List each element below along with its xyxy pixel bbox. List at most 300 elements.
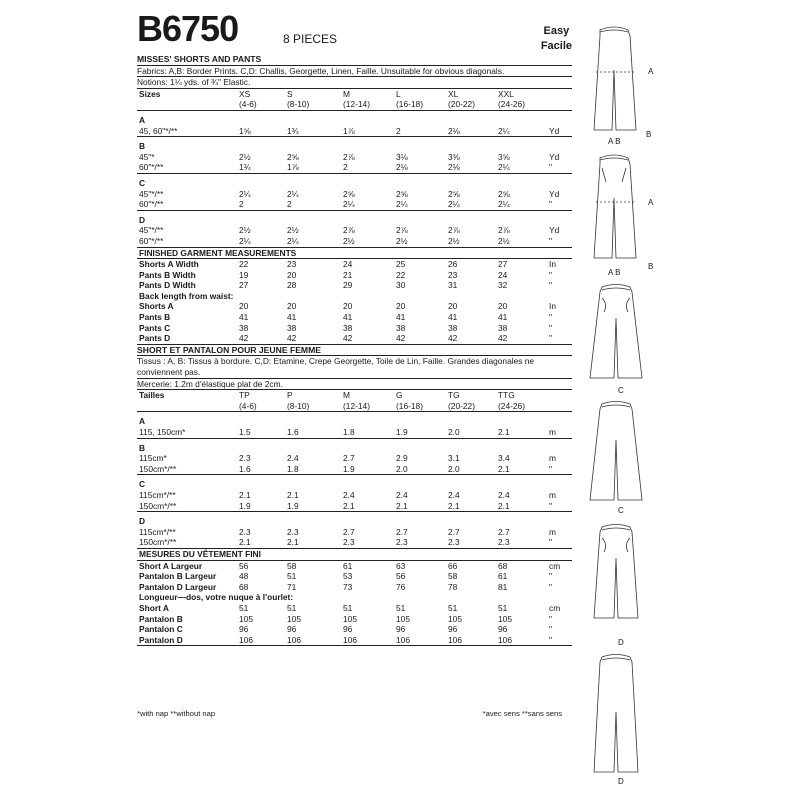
yardage-value: 2.1 xyxy=(287,489,299,500)
fabric-width: 150cm*/** xyxy=(139,500,177,511)
unit: cm xyxy=(549,602,561,613)
measure-value: 26 xyxy=(448,259,458,270)
yardage-value: 2¼ xyxy=(448,199,460,210)
view-letter: A xyxy=(139,114,146,125)
table-row xyxy=(137,99,572,111)
yardage-value: 1.9 xyxy=(396,427,408,437)
unit: Yd xyxy=(549,188,560,199)
table-row xyxy=(137,280,572,291)
back-length-label: Back length from waist: xyxy=(139,290,234,301)
yardage-value: 3⅜ xyxy=(448,151,460,162)
table-row xyxy=(137,479,572,490)
measure-label: Shorts A xyxy=(139,301,174,312)
yardage-value: 2⅛ xyxy=(448,162,460,173)
yardage-value: 2¼ xyxy=(239,235,251,246)
measure-value: 96 xyxy=(343,624,353,635)
measure-value: 51 xyxy=(239,602,249,613)
measure-value: 20 xyxy=(239,301,249,312)
table-row xyxy=(137,189,572,200)
measure-value: 41 xyxy=(239,312,249,323)
size-header: L xyxy=(396,88,401,99)
size-range: (8-10) xyxy=(287,99,310,110)
measure-value: 81 xyxy=(498,581,508,592)
fig-label-d2: D xyxy=(618,777,624,786)
measure-value: 19 xyxy=(239,269,249,280)
yardage-value: 2¼ xyxy=(498,199,510,210)
table-row xyxy=(137,561,572,572)
measure-value: 20 xyxy=(448,301,458,312)
size-header: XS xyxy=(239,88,251,99)
table-row xyxy=(137,614,572,625)
measure-label: Pantalon B xyxy=(139,613,183,624)
measure-value: 23 xyxy=(448,269,458,280)
measure-value: 41 xyxy=(343,312,353,323)
yardage-value: 1.8 xyxy=(343,427,355,437)
measure-value: 20 xyxy=(396,301,406,312)
measure-value: 51 xyxy=(448,602,458,613)
table-row xyxy=(137,236,572,248)
yardage-value: 2.7 xyxy=(343,526,355,537)
yardage-value: 2.1 xyxy=(239,537,251,548)
measure-value: 105 xyxy=(396,613,410,624)
size-range: (12-14) xyxy=(343,400,370,411)
measure-value: 41 xyxy=(396,312,406,323)
fabric-width: 115cm*/** xyxy=(139,489,176,500)
yardage-value: 1.6 xyxy=(287,427,299,437)
size-header: S xyxy=(287,88,293,99)
yardage-value: 1¾ xyxy=(239,162,251,173)
measure-value: 105 xyxy=(287,613,301,624)
fabric-width: 115cm* xyxy=(139,453,167,464)
fabric-width: 45, 60"*/** xyxy=(139,125,178,136)
measure-value: 30 xyxy=(396,280,406,291)
size-range: (16-18) xyxy=(396,400,423,411)
size-header: M xyxy=(343,88,350,99)
measure-value: 56 xyxy=(396,571,406,582)
measure-value: 61 xyxy=(343,560,353,571)
yardage-value: 1.6 xyxy=(239,463,251,474)
table-row xyxy=(137,453,572,464)
measure-value: 38 xyxy=(396,322,406,333)
measure-value: 56 xyxy=(239,560,249,571)
yardage-value: 2⅞ xyxy=(343,151,355,162)
table-row xyxy=(137,259,572,270)
measure-value: 105 xyxy=(239,613,253,624)
measure-value: 42 xyxy=(498,333,508,344)
yardage-value: 1.9 xyxy=(239,500,251,511)
table-row xyxy=(137,537,572,549)
measure-value: 42 xyxy=(343,333,353,344)
measure-value: 51 xyxy=(498,602,508,613)
pattern-number: B6750 xyxy=(137,8,239,49)
yardage-value: 2⅞ xyxy=(396,225,408,236)
table-row xyxy=(137,215,572,226)
measure-value: 68 xyxy=(239,581,249,592)
measure-value: 21 xyxy=(343,269,353,280)
yardage-value: 2 xyxy=(287,199,292,210)
fig-label-d1: D xyxy=(618,638,624,647)
yardage-value: 2¼ xyxy=(343,199,355,210)
yardage-value: 2.9 xyxy=(396,453,408,464)
measure-label: Short A xyxy=(139,602,169,613)
fabrics-text: Fabrics: A,B: Border Prints. C,D: Challis, Georgette, Linen, Faille. Unsuitable for obvious diagonals. xyxy=(137,66,572,78)
fig-label-a2: A xyxy=(648,198,654,207)
measure-value: 58 xyxy=(448,571,458,582)
yardage-value: 2½ xyxy=(343,235,355,246)
yardage-value: 3.1 xyxy=(448,453,460,464)
difficulty xyxy=(541,24,572,54)
yardage-value: 2.1 xyxy=(498,463,510,474)
footnote-fr: *avec sens **sans sens xyxy=(482,709,562,718)
measure-value: 20 xyxy=(498,301,508,312)
yardage-value: 2⅝ xyxy=(448,188,460,199)
yardage-value: 2⅛ xyxy=(396,162,408,173)
measure-value: 63 xyxy=(396,560,406,571)
yardage-value: 2¼ xyxy=(239,188,251,199)
pants-sketch-1 xyxy=(594,27,636,130)
section-title: MISSES' SHORTS AND PANTS xyxy=(137,54,572,66)
unit: " xyxy=(549,624,552,635)
measure-value: 27 xyxy=(498,259,508,270)
measure-label: Pantalon C xyxy=(139,624,183,635)
unit: m xyxy=(549,453,556,464)
difficulty-en: Easy xyxy=(543,25,570,37)
yardage-value: 2.4 xyxy=(343,489,355,500)
yardage-value: 2.7 xyxy=(343,453,355,464)
measure-label: Pantalon D Largeur xyxy=(139,581,217,592)
size-range: (16-18) xyxy=(396,99,423,110)
yardage-value: 2⅞ xyxy=(448,225,460,236)
table-row xyxy=(137,443,572,454)
unit: m xyxy=(549,489,556,500)
measure-value: 96 xyxy=(396,624,406,635)
measure-value: 42 xyxy=(287,333,297,344)
measure-label: Pants D Width xyxy=(139,280,196,291)
fig-label-b2: B xyxy=(648,262,654,271)
fig-label-ab2: A B xyxy=(608,268,621,277)
measure-value: 61 xyxy=(498,571,508,582)
view-letter: A xyxy=(139,416,146,427)
measure-value: 24 xyxy=(498,269,508,280)
sizes-label: Sizes xyxy=(139,88,161,99)
measure-value: 73 xyxy=(343,581,353,592)
yardage-value: 1.9 xyxy=(287,500,299,511)
fig-label-b1: B xyxy=(646,130,652,139)
table-row xyxy=(137,126,572,138)
table-row xyxy=(137,225,572,236)
yardage-value: 2⅝ xyxy=(498,188,510,199)
measure-value: 58 xyxy=(287,560,297,571)
measure-value: 105 xyxy=(343,613,357,624)
fabric-width: 150cm*/** xyxy=(139,537,177,548)
table-row xyxy=(137,390,572,401)
measure-value: 31 xyxy=(448,280,458,291)
measure-value: 38 xyxy=(287,322,297,333)
table-row xyxy=(137,527,572,538)
garment-illustrations xyxy=(588,12,668,792)
measure-label: Shorts A Width xyxy=(139,259,199,270)
measure-value: 68 xyxy=(498,560,508,571)
yardage-value: 3⅝ xyxy=(498,151,510,162)
yardage-value: 2.0 xyxy=(448,427,460,437)
fig-label-c1: C xyxy=(618,386,624,395)
size-header: M xyxy=(343,390,350,401)
yardage-value: 2.1 xyxy=(343,500,355,511)
yardage-value: 2⅞ xyxy=(343,225,355,236)
unit: " xyxy=(549,333,552,344)
yardage-value: 2.3 xyxy=(498,537,510,548)
pants-sketch-3 xyxy=(590,285,642,379)
measure-value: 38 xyxy=(448,322,458,333)
unit: Yd xyxy=(549,125,560,136)
measure-label: Pantalon B Largeur xyxy=(139,571,217,582)
measure-value: 48 xyxy=(239,571,249,582)
measure-label: Short A Largeur xyxy=(139,560,203,571)
yardage-value: 2.3 xyxy=(239,453,251,464)
measure-label: Pants C xyxy=(139,322,171,333)
measure-value: 42 xyxy=(396,333,406,344)
measure-label: Pantalon D xyxy=(139,634,183,645)
yardage-value: 2.4 xyxy=(448,489,460,500)
yardage-value: 2.3 xyxy=(343,537,355,548)
yardage-value: 2.3 xyxy=(396,537,408,548)
fig-label-c2: C xyxy=(618,506,624,515)
measure-label: Pants D xyxy=(139,333,171,344)
yardage-value: 2⅝ xyxy=(343,188,355,199)
pieces-count: 8 PIECES xyxy=(283,32,338,46)
table-row xyxy=(137,603,572,614)
yardage-value: 2.4 xyxy=(498,489,510,500)
unit: m xyxy=(549,526,556,537)
notions-text: Notions: 1¼ yds. of ¾" Elastic. xyxy=(137,77,572,89)
table-row xyxy=(137,323,572,334)
size-range: (24-26) xyxy=(498,400,525,411)
measure-value: 96 xyxy=(498,624,508,635)
yardage-value: 2.1 xyxy=(498,427,510,437)
measure-value: 106 xyxy=(239,634,253,645)
yardage-value: 2.7 xyxy=(448,526,460,537)
yardage-value: 1⅞ xyxy=(287,162,299,173)
table-row xyxy=(137,464,572,476)
notions-text: Mercerie: 1.2m d'élastique plat de 2cm. xyxy=(137,379,572,391)
measure-value: 41 xyxy=(448,312,458,323)
view-letter: B xyxy=(139,442,146,453)
measure-label: Pants B xyxy=(139,312,171,323)
size-range: (20-22) xyxy=(448,99,475,110)
unit: " xyxy=(549,162,552,173)
table-row xyxy=(137,178,572,189)
table-row xyxy=(137,333,572,345)
table-row xyxy=(137,89,572,100)
measure-value: 105 xyxy=(448,613,462,624)
table-row xyxy=(137,501,572,513)
size-range: (8-10) xyxy=(287,400,310,411)
fig-label-a1: A xyxy=(648,67,654,76)
measure-value: 27 xyxy=(239,280,249,291)
yardage-value: 1.5 xyxy=(239,427,251,437)
measure-value: 51 xyxy=(287,571,297,582)
unit: " xyxy=(549,199,552,210)
measure-value: 22 xyxy=(239,259,249,270)
measure-value: 32 xyxy=(498,280,508,291)
measure-value: 96 xyxy=(448,624,458,635)
yardage-value: 2¼ xyxy=(498,162,510,173)
view-letter: D xyxy=(139,214,146,225)
size-header: P xyxy=(287,390,293,401)
table-row xyxy=(137,199,572,211)
measure-value: 38 xyxy=(343,322,353,333)
yardage-value: 2¼ xyxy=(287,188,299,199)
yardage-value: 2⅛ xyxy=(448,125,460,136)
size-header: TTG xyxy=(498,390,515,401)
unit: m xyxy=(549,427,556,437)
measure-value: 71 xyxy=(287,581,297,592)
table-row xyxy=(137,427,572,439)
unit: " xyxy=(549,634,552,645)
unit: " xyxy=(549,235,552,246)
view-letter: C xyxy=(139,479,146,490)
measure-value: 51 xyxy=(343,602,353,613)
measure-value: 20 xyxy=(343,301,353,312)
size-range: (4-6) xyxy=(239,400,257,411)
unit: " xyxy=(549,500,552,511)
measure-value: 96 xyxy=(287,624,297,635)
measure-value: 51 xyxy=(396,602,406,613)
size-range: (20-22) xyxy=(448,400,475,411)
yardage-value: 2.3 xyxy=(448,537,460,548)
table-row xyxy=(137,141,572,152)
measure-value: 20 xyxy=(287,269,297,280)
yardage-value: 2½ xyxy=(239,225,251,236)
size-header: TP xyxy=(239,390,250,401)
yardage-value: 2.0 xyxy=(448,463,460,474)
yardage-value: 2½ xyxy=(287,225,299,236)
table-row xyxy=(137,490,572,501)
yardage-value: 2¼ xyxy=(498,125,510,136)
measure-value: 41 xyxy=(287,312,297,323)
yardage-value: 2.3 xyxy=(287,526,299,537)
unit: In xyxy=(549,301,556,312)
table-row xyxy=(137,152,572,163)
yardage-value: 2⅝ xyxy=(287,151,299,162)
yardage-value: 1.9 xyxy=(343,463,355,474)
unit: Yd xyxy=(549,225,560,236)
measure-value: 23 xyxy=(287,259,297,270)
pattern-header xyxy=(137,10,577,56)
yardage-value: 2 xyxy=(343,162,348,173)
measure-value: 20 xyxy=(287,301,297,312)
pants-sketch-5 xyxy=(594,525,638,619)
yardage-value: 2.1 xyxy=(287,537,299,548)
pants-sketch-4 xyxy=(590,402,642,501)
yardage-value: 3⅛ xyxy=(396,151,408,162)
table-row xyxy=(137,571,572,582)
size-header: G xyxy=(396,390,403,401)
yardage-value: 3.4 xyxy=(498,453,510,464)
difficulty-fr: Facile xyxy=(540,40,572,52)
yardage-value: 1⅞ xyxy=(343,125,355,136)
size-header: XL xyxy=(448,88,459,99)
size-chart xyxy=(137,54,572,646)
unit: " xyxy=(549,312,552,323)
fabric-width: 45"*/** xyxy=(139,225,164,236)
yardage-value: 2.7 xyxy=(498,526,510,537)
unit: Yd xyxy=(549,151,560,162)
measure-value: 106 xyxy=(287,634,301,645)
table-row xyxy=(137,516,572,527)
view-letter: D xyxy=(139,516,146,527)
yardage-value: 2.3 xyxy=(239,526,251,537)
yardage-value: 2⅝ xyxy=(396,188,408,199)
measure-value: 106 xyxy=(396,634,410,645)
size-range: (24-26) xyxy=(498,99,525,110)
finished-title: FINISHED GARMENT MEASUREMENTS xyxy=(139,247,297,258)
finished-title: MESURES DU VÊTEMENT FINI xyxy=(139,548,261,559)
yardage-value: 2½ xyxy=(498,235,510,246)
measure-value: 106 xyxy=(343,634,357,645)
unit: " xyxy=(549,613,552,624)
section-title: SHORT ET PANTALON POUR JEUNE FEMME xyxy=(137,345,572,357)
table-row xyxy=(137,582,572,593)
measure-value: 25 xyxy=(396,259,406,270)
table-row xyxy=(137,549,572,561)
table-row xyxy=(137,291,572,302)
measure-value: 38 xyxy=(498,322,508,333)
unit: " xyxy=(549,581,552,592)
yardage-value: 2.0 xyxy=(396,463,408,474)
unit: " xyxy=(549,463,552,474)
measure-value: 66 xyxy=(448,560,458,571)
table-row xyxy=(137,312,572,323)
fabric-width: 60"*/** xyxy=(139,199,164,210)
yardage-value: 2.4 xyxy=(287,453,299,464)
table-row xyxy=(137,416,572,427)
yardage-value: 2 xyxy=(396,125,401,136)
measure-value: 24 xyxy=(343,259,353,270)
measure-value: 78 xyxy=(448,581,458,592)
measure-value: 106 xyxy=(498,634,512,645)
measure-value: 106 xyxy=(448,634,462,645)
table-row xyxy=(137,635,572,647)
footnote-en: *with nap **without nap xyxy=(137,709,216,718)
yardage-value: 2¼ xyxy=(396,199,408,210)
footnote xyxy=(137,709,572,718)
pants-sketch-2 xyxy=(594,155,636,258)
unit: In xyxy=(549,259,556,270)
yardage-value: 2½ xyxy=(396,235,408,246)
measure-value: 29 xyxy=(343,280,353,291)
sizes-label: Tailles xyxy=(139,390,165,401)
size-header: XXL xyxy=(498,88,514,99)
view-letter: B xyxy=(139,141,146,152)
fabric-width: 60"*/** xyxy=(139,235,164,246)
table-row xyxy=(137,270,572,281)
yardage-value: 2⅞ xyxy=(498,225,510,236)
fabric-width: 115, 150cm* xyxy=(139,427,186,437)
size-range: (4-6) xyxy=(239,99,257,110)
measure-value: 28 xyxy=(287,280,297,291)
yardage-value: 2.4 xyxy=(396,489,408,500)
unit: " xyxy=(549,537,552,548)
yardage-value: 2.7 xyxy=(396,526,408,537)
measure-value: 76 xyxy=(396,581,406,592)
pants-sketch-6 xyxy=(594,655,638,773)
measure-value: 96 xyxy=(239,624,249,635)
measure-value: 41 xyxy=(498,312,508,323)
size-header: TG xyxy=(448,390,460,401)
unit: " xyxy=(549,322,552,333)
yardage-value: 1⅝ xyxy=(239,125,251,136)
